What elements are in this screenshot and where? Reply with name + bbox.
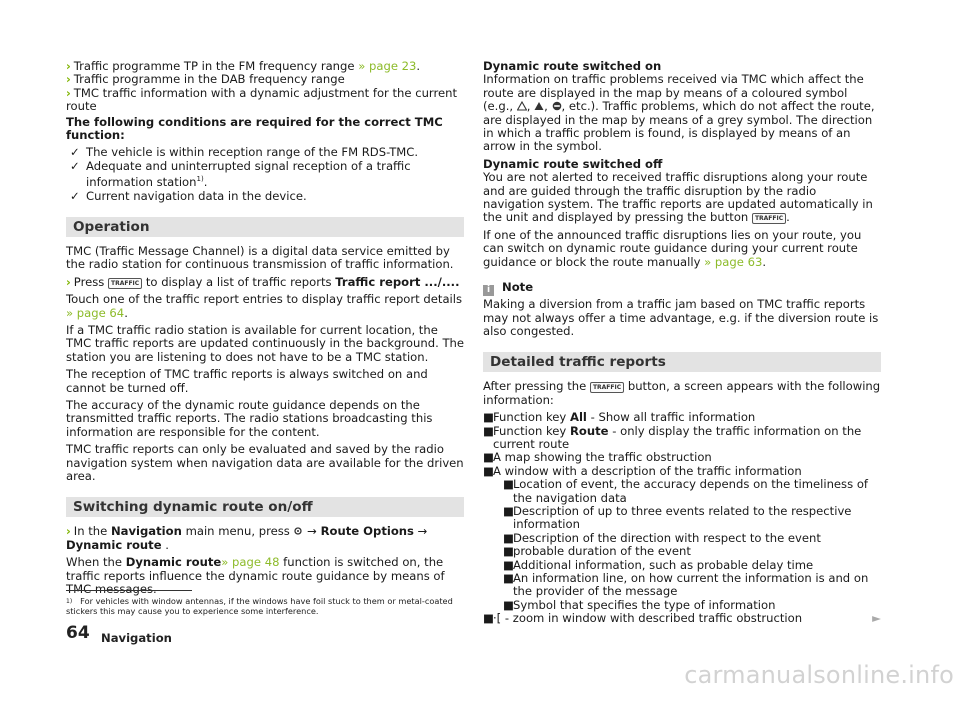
check-icon: ✓ — [70, 145, 80, 160]
no-entry-icon — [552, 101, 562, 111]
footnote: $^{1)}$ For vehicles with window antennas, if the windows have foil stuck to them or metal-coated stickers this may cause you to experience some interference. — [66, 596, 453, 616]
sub-list-item: ■ An information line, on how current the information is and on the provider of the message — [503, 571, 869, 599]
bullet-icon: ■ — [503, 477, 514, 492]
sub-list-item: ■ Description of up to three events related to the respective information — [503, 503, 852, 532]
right-column — [483, 60, 881, 626]
chapter-title: Navigation — [101, 631, 172, 645]
operation-p4: TMC traffic reports can only be evaluated and saved by the radio navigation system when navigation data are available for the driven area. — [66, 442, 464, 484]
traffic-button-icon: TRAFFIC — [752, 213, 786, 224]
ref-tp-fm: › Traffic programme TP in the FM frequency range » page 23. — [66, 59, 421, 73]
list-item: ■ A window with a description of the traffic information ■ Location of event, the accuracy depends on the timeliness of the navigation data ■ Description of up to three events related to the respective information ■ Description of the direction with respect to the event ■ probable duration of the event ■ Additional information, such as probable delay time ■ An information line, on how current the information is and on the provider of the message ■ Symbol that specifies the type of information — [483, 465, 881, 612]
info-icon: i — [483, 285, 494, 296]
sub-list-item: ■ Location of event, the accuracy depends on the timeliness of the navigation data — [503, 477, 868, 505]
operation-p1: If a TMC traffic radio station is available for current location, the TMC traffic reports are updated continuously in the background. The station you are listening to does not have to be a TMC station. — [66, 322, 465, 364]
bullet-icon: ■ — [503, 544, 514, 559]
dyn-off-text: You are not alerted to received traffic disruptions along your route and are guided through the traffic disruption by the radio navigation system. The traffic reports are updated automatically in the unit and displayed by pressing the button TRAFFIC . — [483, 170, 873, 225]
sub-list-item: ■ probable duration of the event — [503, 544, 691, 559]
watermark: carmanualsonline.info — [684, 661, 954, 689]
condition-item: ✓ Adequate and uninterrupted signal reception of a traffic information station$^{1)}$. — [70, 158, 411, 190]
footnote-divider — [66, 590, 192, 591]
detailed-sublist — [493, 478, 881, 612]
arrow-icon: › — [66, 85, 71, 100]
dyn-on-text: Information on traffic problems received via TMC which affect the route are displayed in the map by means of a coloured symbol (e.g., , , , etc.). Traffic problems, which do not affect the route, are displayed in the map by means of a grey symbol. The direction in which a traffic problem is found, is displayed by means of an arrow in the symbol. — [483, 72, 875, 154]
ref-tp-dab: › Traffic programme in the DAB frequency range — [66, 72, 345, 87]
dyn-on-title: Dynamic route switched on — [483, 59, 662, 73]
warning-triangle-icon — [517, 101, 527, 111]
dyn-off-title: Dynamic route switched off — [483, 156, 663, 171]
arrow-icon: › — [66, 524, 71, 539]
arrow-icon: › — [66, 59, 71, 73]
detailed-intro: After pressing the TRAFFIC button, a screen appears with the following information: — [483, 379, 881, 407]
link-page-64[interactable]: » page 64 — [66, 305, 125, 320]
list-item: ■ ·[ - zoom in window with described traffic obstruction ► — [483, 611, 881, 626]
bullet-icon: ■ — [483, 410, 494, 425]
arrow-icon: › — [66, 72, 71, 87]
sub-list-item: ■ Symbol that specifies the type of information — [503, 597, 776, 612]
bullet-icon: ■ — [503, 503, 514, 518]
arrow-icon: › — [66, 274, 71, 289]
section-heading-switching: Switching dynamic route on/off — [66, 497, 464, 517]
footnote-ref[interactable]: 1) — [196, 175, 204, 184]
list-item: ■ A map showing the traffic obstruction — [483, 450, 712, 465]
link-page-63[interactable]: » page 63 — [704, 254, 763, 269]
detailed-list — [483, 411, 881, 626]
section-heading-detailed: Detailed traffic reports — [483, 352, 881, 372]
bullet-icon: ■ — [503, 530, 514, 545]
warning-triangle-filled-icon — [534, 101, 544, 111]
traffic-button-icon: TRAFFIC — [590, 382, 624, 393]
sub-list-item: ■ Additional information, such as probable delay time — [503, 557, 814, 572]
check-icon: ✓ — [70, 188, 80, 203]
bullet-icon: ■ — [483, 450, 494, 465]
conditions-heading: The following conditions are required for the correct TMC function: — [66, 114, 443, 143]
switching-step: › In the Navigation main menu, press → Route Options → Dynamic route . — [66, 524, 428, 552]
condition-item: ✓ The vehicle is within reception range of the FM RDS-TMC. — [70, 145, 419, 160]
switching-when: When the Dynamic route» page 48 function is switched on, the traffic reports influence the dynamic route guidance by means of TMC messages. — [66, 555, 445, 597]
bullet-icon: ■ — [503, 571, 514, 585]
bullet-icon: ■ — [483, 423, 494, 438]
diversion-text: If one of the announced traffic disruptions lies on your route, you can switch on dynamic route guidance during your current route guidance or block the route manually » page 63. — [483, 227, 862, 269]
operation-p2: The reception of TMC traffic reports is always switched on and cannot be turned off. — [66, 367, 428, 395]
page-number: 64 — [66, 623, 90, 643]
traffic-button-icon: TRAFFIC — [108, 278, 142, 289]
operation-touch: Touch one of the traffic report entries to display traffic report details » page 64. — [66, 292, 463, 320]
link-page-23[interactable]: » page 23 — [358, 59, 417, 73]
section-heading-operation: Operation — [66, 217, 464, 237]
note-heading: i Note — [483, 281, 881, 296]
ref-tmc-dynamic: › TMC traffic information with a dynamic adjustment for the current route — [66, 85, 458, 114]
bullet-icon: ■ — [503, 557, 514, 572]
bullet-icon: ■ — [483, 611, 494, 626]
check-icon: ✓ — [70, 158, 80, 173]
note-text: Making a diversion from a traffic jam based on TMC traffic reports may not always offer a time advantage, e.g. if the diversion route is also congested. — [483, 297, 879, 338]
bullet-icon: ■ — [483, 463, 494, 478]
continue-arrow-icon: ► — [872, 611, 881, 626]
operation-p3: The accuracy of the dynamic route guidance depends on the transmitted traffic reports. The radio stations broadcasting this information are responsible for the content. — [66, 397, 433, 439]
operation-intro: TMC (Traffic Message Channel) is a digital data service emitted by the radio station for continuous transmission of traffic information. — [66, 243, 454, 272]
gear-icon — [293, 526, 303, 536]
operation-step: › Press TRAFFIC to display a list of traffic reports Traffic report .../.... — [66, 274, 460, 289]
list-item: ■ Function key All - Show all traffic information — [483, 410, 756, 425]
condition-item: ✓ Current navigation data in the device. — [70, 188, 307, 203]
list-item: ■ Function key Route - only display the traffic information on the current route — [483, 423, 862, 451]
left-column — [66, 60, 464, 600]
bullet-icon: ■ — [503, 597, 514, 612]
link-page-48[interactable]: » page 48 — [221, 555, 280, 570]
sub-list-item: ■ Description of the direction with respect to the event — [503, 530, 821, 545]
conditions-list — [66, 146, 464, 202]
